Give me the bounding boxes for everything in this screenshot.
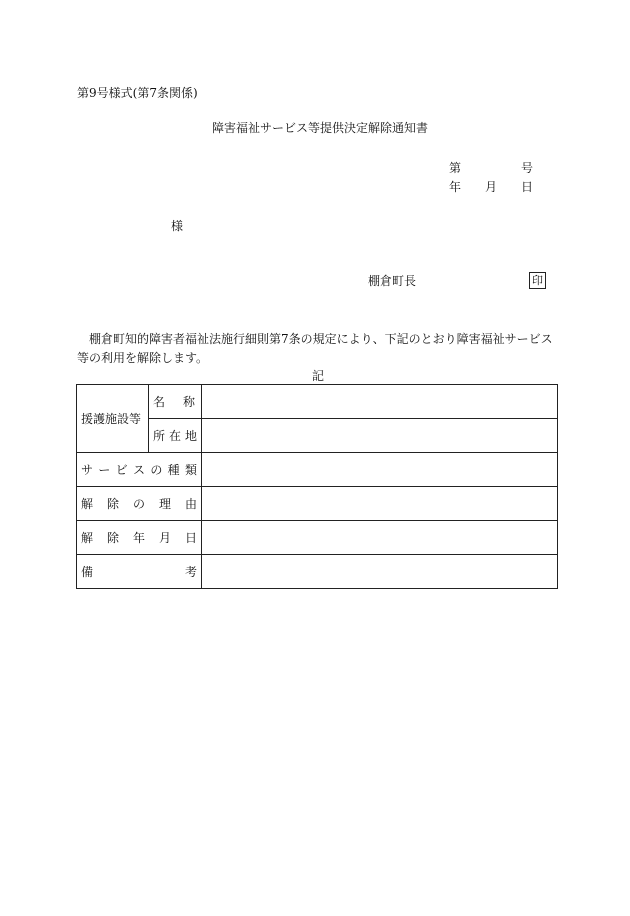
reason-label-char: の: [132, 497, 145, 511]
date-day: 日: [521, 180, 534, 194]
reason-label-char: 解: [81, 497, 94, 511]
date-year: 年: [449, 180, 462, 194]
table-row: [77, 453, 558, 487]
reason-label-char: 除: [106, 497, 119, 511]
number-prefix: 第: [449, 161, 462, 175]
service-type-label-cell: [77, 453, 202, 487]
service-type-label-char: 種: [167, 463, 180, 477]
service-type-label-char: の: [150, 463, 163, 477]
remarks-label-char: 備: [81, 565, 94, 579]
release-date-label-char: 日: [184, 531, 197, 545]
addressee-honorific: 様: [171, 219, 184, 233]
address-label-cell: [149, 419, 202, 453]
service-type-label-char: 類: [184, 463, 197, 477]
release-date-label-char: 除: [106, 531, 119, 545]
service-type-value-cell[interactable]: [202, 453, 558, 487]
facility-group-label: 援護施設等: [77, 385, 149, 453]
reason-label-char: 由: [184, 497, 197, 511]
address-value-cell[interactable]: [202, 419, 558, 453]
name-label-cell: [149, 385, 202, 419]
ki-heading: 記: [311, 369, 324, 383]
remarks-label-cell: [77, 555, 202, 589]
service-type-label-char: サ: [81, 463, 94, 477]
service-type-label-char: ー: [98, 463, 111, 477]
issuer-name: 棚倉町長: [368, 274, 417, 288]
service-type-label-char: ビ: [115, 463, 128, 477]
seal-mark: 印: [529, 272, 546, 289]
release-date-label-char: 年: [132, 531, 145, 545]
name-label-char: 称: [182, 395, 195, 409]
remarks-label-char: 考: [184, 565, 197, 579]
body-text: 棚倉町知的障害者福祉法施行細則第7条の規定により、下記のとおり障害福祉サービス等の利用を解除します。: [77, 332, 553, 365]
number-suffix: 号: [521, 161, 534, 175]
name-value-cell[interactable]: [202, 385, 558, 419]
date-month: 月: [485, 180, 498, 194]
release-date-label-cell: [77, 521, 202, 555]
release-date-value-cell[interactable]: [202, 521, 558, 555]
reason-label-cell: [77, 487, 202, 521]
name-label-char: 名: [153, 395, 166, 409]
table-row: [77, 419, 558, 453]
address-label-char: 所: [153, 429, 166, 443]
form-number: 第9号様式(第7条関係): [77, 86, 198, 100]
table-row: [77, 487, 558, 521]
address-label-char: 地: [184, 429, 197, 443]
table-row: [77, 521, 558, 555]
reason-label-char: 理: [158, 497, 171, 511]
reason-value-cell[interactable]: [202, 487, 558, 521]
document-title: 障害福祉サービス等提供決定解除通知書: [211, 121, 428, 135]
address-label-char: 在: [168, 429, 181, 443]
table-row: [77, 385, 558, 419]
detail-table: [76, 384, 558, 589]
remarks-value-cell[interactable]: [202, 555, 558, 589]
release-date-label-char: 解: [81, 531, 94, 545]
table-row: [77, 555, 558, 589]
release-date-label-char: 月: [158, 531, 171, 545]
service-type-label-char: ス: [132, 463, 145, 477]
